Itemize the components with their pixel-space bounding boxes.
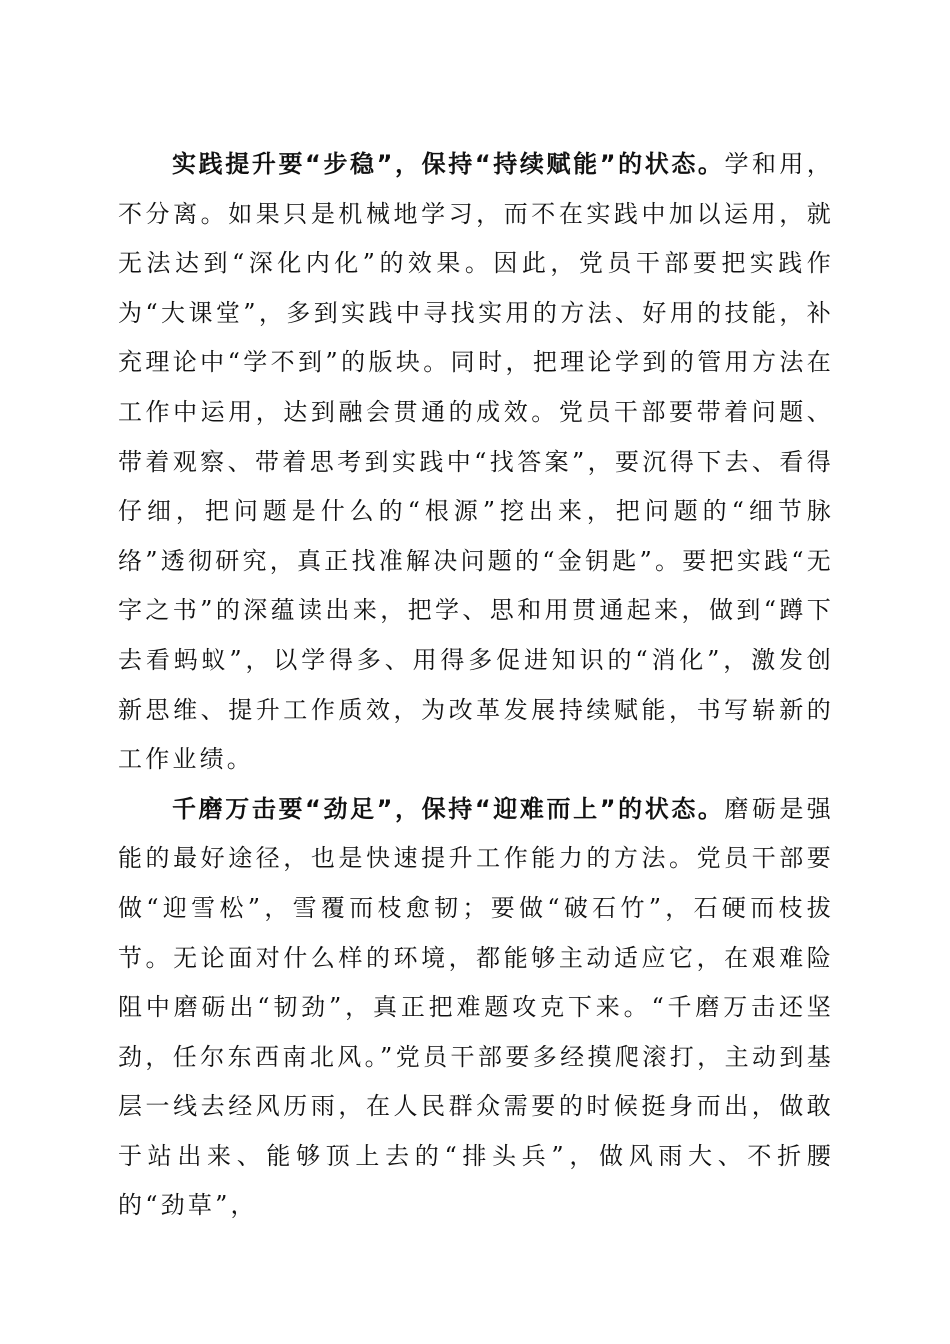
paragraph-text: 学和用，不分离。如果只是机械地学习，而不在实践中加以运用，就无法达到“深化内化”的效果。因此，党员干部要把实践作为“大课堂”，多到实践中寻找实用的方法、好用的技能，补充理论中“学不到”的版块。同时，把理论学到的管用方法在工作中运用，达到融会贯通的成效。党员干部要带着问题、带着观察、带着思考到实践中“找答案”，要沉得下去、看得仔细，把问题是什么的“根源”挖出来，把问题的“细节脉络”透彻研究，真正找准解决问题的“金钥匙”。要把实践“无字之书”的深蕴读出来，把学、思和用贯通起来，做到“蹲下去看蚂蚁”，以学得多、用得多促进知识的“消化”，激发创新思维、提升工作质效，为改革发展持续赋能，书写崭新的工作业绩。 [118, 150, 834, 774]
document-body [118, 140, 834, 1231]
paragraph-practice [118, 140, 834, 785]
paragraph-text: 磨砺是强能的最好途径，也是快速提升工作能力的方法。党员干部要做“迎雪松”，雪覆而枝愈韧；要做“破石竹”，石硬而枝拔节。无论面对什么样的环境，都能够主动适应它，在艰难险阻中磨砺出“韧劲”，真正把难题攻克下来。“千磨万击还坚劲，任尔东西南北风。”党员干部要多经摸爬滚打，主动到基层一线去经风历雨，在人民群众需要的时候挺身而出，做敢于站出来、能够顶上去的“排头兵”，做风雨大、不折腰的“劲草”， [118, 794, 834, 1220]
paragraph-heading: 实践提升要“步稳”，保持“持续赋能”的状态。 [172, 150, 725, 178]
paragraph-tempering [118, 785, 834, 1231]
paragraph-heading: 千磨万击要“劲足”，保持“迎难而上”的状态。 [172, 794, 725, 823]
